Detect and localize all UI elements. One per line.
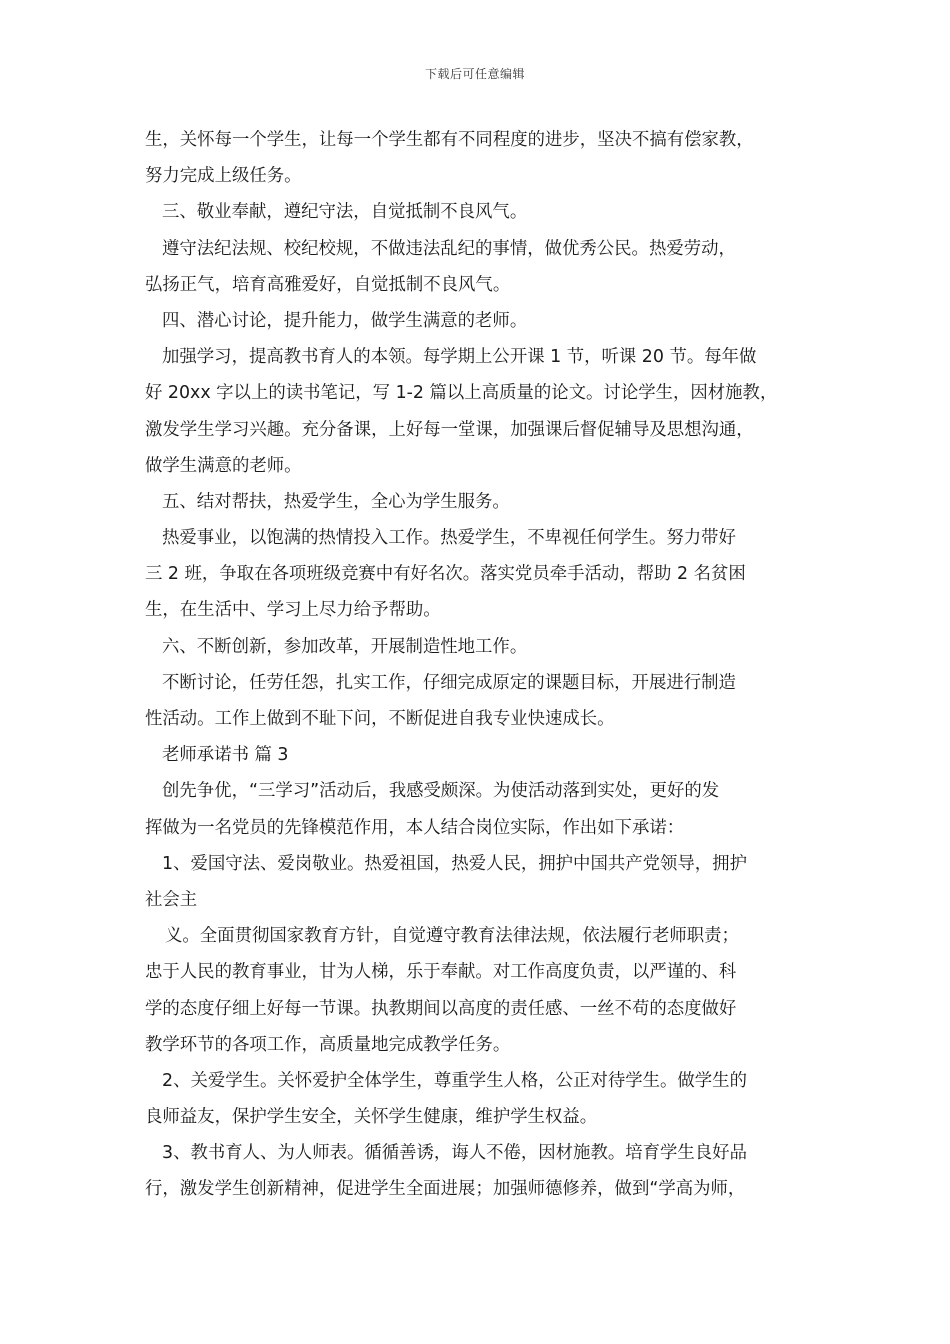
- body-line: 1、爱国守法、爱岗敬业。热爱祖国，热爱人民，拥护中国共产党领导，拥护: [162, 853, 747, 874]
- section-heading: 四、潜心讨论，提升能力，做学生满意的老师。: [162, 310, 528, 331]
- body-line: 做学生满意的老师。: [145, 455, 302, 476]
- body-line: 性活动。工作上做到不耻下问，不断促进自我专业快速成长。: [145, 709, 615, 729]
- body-line: 挥做为一名党员的先锋模范作用，本人结合岗位实际，作出如下承诺：: [145, 817, 685, 838]
- body-line: 忠于人民的教育事业，甘为人梯，乐于奉献。对工作高度负责，以严谨的、科: [145, 962, 737, 983]
- section-heading: 五、结对帮扶，热爱学生，全心为学生服务。: [162, 491, 510, 512]
- document-body: [145, 122, 825, 1208]
- body-line: 不断讨论，任劳任怨，扎实工作，仔细完成原定的课题目标，开展进行制造: [162, 672, 736, 693]
- body-line: 行，激发学生创新精神，促进学生全面进展；加强师德修养，做到“学高为师，: [145, 1179, 746, 1200]
- section-heading: 三、敬业奉献，遵纪守法，自觉抵制不良风气。: [162, 202, 528, 223]
- body-line: 弘扬正气，培育高雅爱好，自觉抵制不良风气。: [145, 274, 511, 295]
- body-line: 教学环节的各项工作，高质量地完成教学任务。: [145, 1034, 511, 1055]
- body-line: 好 20xx 字以上的读书笔记，写 1-2 篇以上高质量的论文。讨论学生，因材施教，: [145, 383, 778, 404]
- body-line: 良师益友，保护学生安全，关怀学生健康，维护学生权益。: [145, 1107, 598, 1128]
- section-heading: 六、不断创新，参加改革，开展制造性地工作。: [162, 636, 528, 657]
- body-line: 三 2 班，争取在各项班级竞赛中有好名次。落实党员牵手活动，帮助 2 名贫困: [145, 564, 746, 585]
- body-line: 遵守法纪法规、校纪校规，不做违法乱纪的事情，做优秀公民。热爱劳动，: [162, 238, 736, 259]
- body-line: 生，在生活中、学习上尽力给予帮助。: [145, 600, 441, 621]
- body-line: 3、教书育人、为人师表。循循善诱，诲人不倦，因材施教。培育学生良好品: [162, 1143, 747, 1164]
- body-line: 创先争优，“三学习”活动后，我感受颇深。为使活动落到实处，更好的发: [162, 781, 720, 802]
- body-line: 学的态度仔细上好每一节课。执教期间以高度的责任感、一丝不苟的态度做好: [145, 998, 737, 1019]
- body-line: 社会主: [145, 889, 198, 910]
- body-line: 2、关爱学生。关怀爱护全体学生，尊重学生人格，公正对待学生。做学生的: [162, 1070, 747, 1091]
- page-header: 下载后可任意编辑: [424, 67, 525, 81]
- body-line: 义。全面贯彻国家教育方针，自觉遵守教育法律法规，依法履行老师职责；: [165, 926, 739, 947]
- body-line: 努力完成上级任务。: [145, 166, 302, 187]
- body-line: 激发学生学习兴趣。充分备课，上好每一堂课，加强课后督促辅导及思想沟通，: [145, 419, 754, 440]
- body-line: 生，关怀每一个学生，让每一个学生都有不同程度的进步，坚决不搞有偿家教，: [145, 130, 754, 150]
- body-line: 加强学习，提高教书育人的本领。每学期上公开课 1 节，听课 20 节。每年做: [162, 347, 757, 368]
- article-title: 老师承诺书 篇 3: [162, 745, 289, 766]
- body-line: 热爱事业，以饱满的热情投入工作。热爱学生，不卑视任何学生。努力带好: [162, 528, 736, 549]
